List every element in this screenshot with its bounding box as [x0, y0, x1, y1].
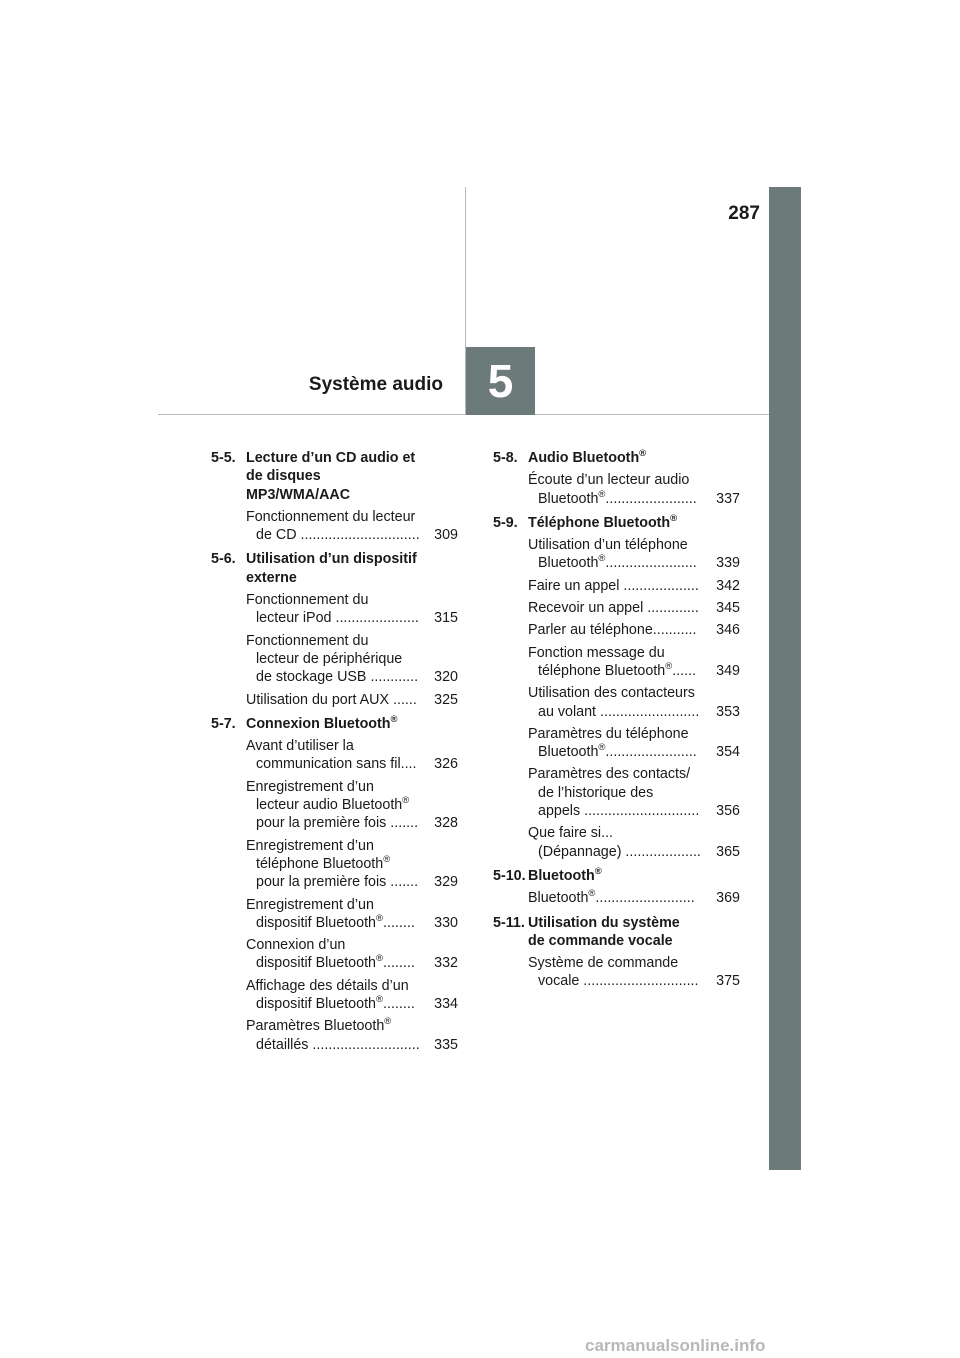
- toc-entry[interactable]: Avant d’utiliser la 326 communication sans fil....: [246, 738, 458, 773]
- entry-page-number: 339: [716, 555, 740, 572]
- section-number: 5-11.: [493, 914, 525, 931]
- header-horizontal-rule: [158, 414, 770, 415]
- chapter-title: Système audio: [308, 374, 443, 395]
- toc-entry[interactable]: 342 Faire un appel ...................: [528, 577, 740, 594]
- section-title[interactable]: Utilisation du système de commande vocale: [528, 914, 680, 949]
- entry-page-number: 337: [716, 490, 740, 507]
- toc-entry[interactable]: Paramètres Bluetooth® 335 détaillés ...........................: [246, 1016, 458, 1053]
- entry-page-number: 328: [434, 815, 458, 832]
- entry-page-number: 330: [434, 914, 458, 931]
- toc-section: [493, 867, 740, 908]
- toc-entry[interactable]: Connexion d’un 332 dispositif Bluetooth®........: [246, 937, 458, 972]
- chapter-side-tab: [769, 187, 801, 1170]
- section-number: 5-8.: [493, 450, 518, 466]
- toc-column-left: [211, 449, 458, 1060]
- entry-page-number: 349: [716, 662, 740, 679]
- toc-entry[interactable]: Que faire si... 365 (Dépannage) ...................: [528, 825, 740, 860]
- entry-page-number: 353: [716, 703, 740, 720]
- toc-section: [493, 914, 740, 991]
- entry-page-number: 365: [716, 843, 740, 860]
- section-number: 5-9.: [493, 514, 518, 531]
- entry-page-number: 334: [434, 996, 458, 1013]
- section-title[interactable]: Audio Bluetooth®: [528, 448, 647, 466]
- toc-entry[interactable]: 345 Recevoir un appel .............: [528, 600, 740, 617]
- toc-entry[interactable]: Fonction message du 349 téléphone Bluetooth®......: [528, 644, 740, 679]
- toc-entry[interactable]: Fonctionnement du lecteur de périphérique 320 de stockage USB ............: [246, 632, 458, 686]
- entry-page-number: 335: [434, 1036, 458, 1053]
- entry-page-number: 325: [434, 691, 458, 708]
- toc-entry[interactable]: Système de commande 375 vocale .............................: [528, 955, 740, 990]
- entry-page-number: 315: [434, 610, 458, 627]
- page-number: 287: [728, 203, 760, 224]
- entry-page-number: 356: [716, 803, 740, 820]
- toc-entry[interactable]: 346 Parler au téléphone...........: [528, 622, 740, 639]
- toc-section: [211, 449, 458, 544]
- toc-section: [211, 550, 458, 708]
- toc-entry[interactable]: Utilisation des contacteurs 353 au volant .........................: [528, 685, 740, 720]
- chapter-number-box: 5: [466, 347, 535, 415]
- toc-section: [211, 715, 458, 1054]
- toc-entry[interactable]: Enregistrement d’un 330 dispositif Bluetooth®........: [246, 896, 458, 931]
- section-number: 5-10.: [493, 867, 526, 884]
- section-title[interactable]: Lecture d’un CD audio et de disques MP3/WMA/AAC: [246, 450, 416, 503]
- toc-entry[interactable]: Fonctionnement du lecteur 309 de CD ..............................: [246, 508, 458, 544]
- toc-entry[interactable]: Enregistrement d’un téléphone Bluetooth® 329 pour la première fois .......: [246, 837, 458, 891]
- entry-page-number: 345: [716, 600, 740, 617]
- toc-entry[interactable]: 369 Bluetooth®.........................: [528, 888, 740, 907]
- section-title[interactable]: Utilisation d’un dispositif externe: [246, 551, 417, 586]
- section-title[interactable]: Connexion Bluetooth®: [246, 713, 398, 732]
- entry-page-number: 375: [716, 973, 740, 990]
- section-title[interactable]: Téléphone Bluetooth®: [528, 512, 678, 531]
- toc-entry[interactable]: Fonctionnement du 315 lecteur iPod .....................: [246, 592, 458, 627]
- section-number: 5-6.: [211, 551, 236, 568]
- entry-page-number: 309: [434, 527, 458, 544]
- watermark: carmanualsonline.info: [585, 1336, 766, 1355]
- entry-page-number: 329: [434, 874, 458, 891]
- entry-page-number: 320: [434, 669, 458, 686]
- toc-section: [493, 514, 740, 861]
- toc-entry[interactable]: Paramètres des contacts/ de l’historique des 356 appels .............................: [528, 766, 740, 820]
- entry-page-number: 354: [716, 744, 740, 761]
- toc-entry[interactable]: Affichage des détails d’un 334 dispositif Bluetooth®........: [246, 977, 458, 1013]
- entry-page-number: 332: [434, 955, 458, 972]
- toc-column-right: [493, 449, 740, 997]
- toc-entry[interactable]: Paramètres du téléphone 354 Bluetooth®.......................: [528, 725, 740, 761]
- toc-entry[interactable]: Utilisation d’un téléphone 339 Bluetooth®.......................: [528, 537, 740, 572]
- toc-entry[interactable]: Enregistrement d’un lecteur audio Bluetooth® 328 pour la première fois .......: [246, 778, 458, 832]
- toc-section: [493, 449, 740, 508]
- toc-entry[interactable]: Écoute d’un lecteur audio 337 Bluetooth®.......................: [528, 472, 740, 507]
- toc-entry[interactable]: 325 Utilisation du port AUX ......: [246, 691, 458, 708]
- section-number: 5-5.: [211, 450, 236, 466]
- section-title[interactable]: Bluetooth®: [528, 865, 602, 884]
- entry-page-number: 342: [716, 577, 740, 594]
- entry-page-number: 346: [716, 622, 740, 639]
- section-number: 5-7.: [211, 715, 236, 732]
- entry-page-number: 326: [434, 756, 458, 773]
- entry-page-number: 369: [716, 890, 740, 907]
